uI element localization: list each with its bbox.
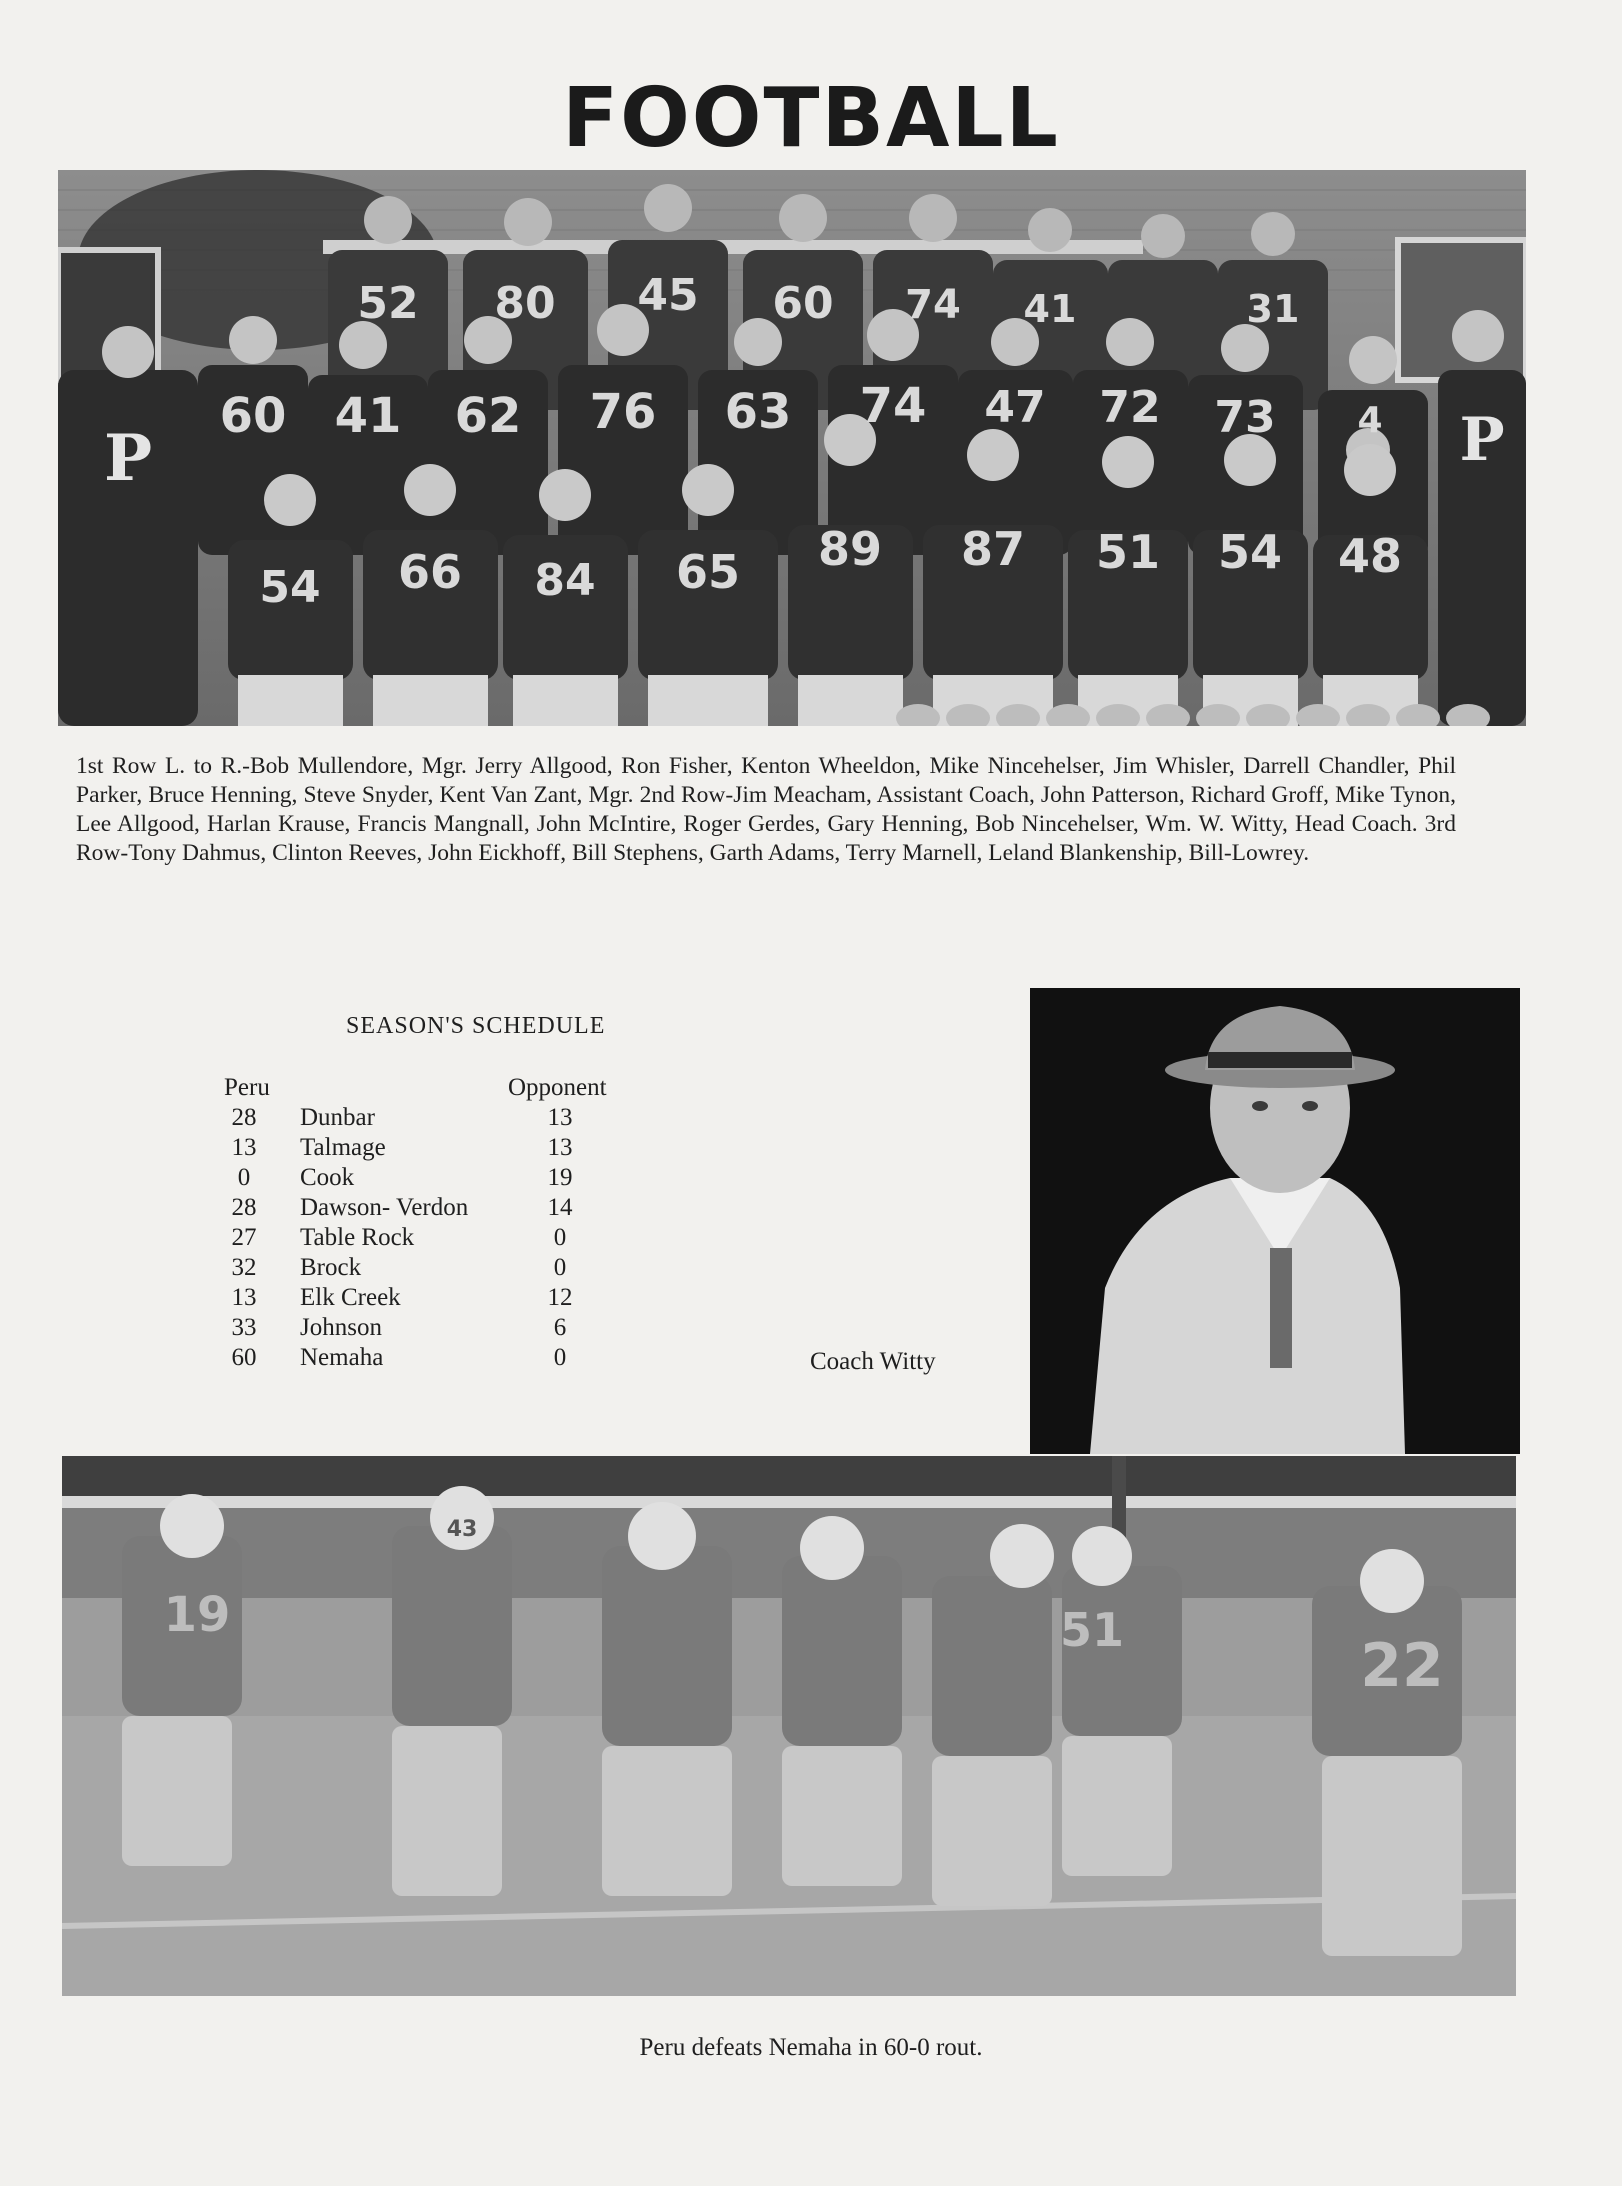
opponent-name: Johnson: [300, 1314, 382, 1341]
schedule-row: [0, 1164, 700, 1194]
team-photo-illustration: [58, 170, 1526, 726]
jersey-number: 60: [772, 278, 834, 329]
coach-photo: [1030, 988, 1520, 1454]
opponent-score: 14: [547, 1194, 573, 1221]
game-photo-illustration: [62, 1456, 1516, 1996]
coach-photo-illustration: [1030, 988, 1520, 1454]
opponent-score: 13: [547, 1134, 573, 1161]
jersey-number: 48: [1337, 529, 1403, 583]
schedule-row: [0, 1194, 700, 1224]
schedule-row: [0, 1134, 700, 1164]
opponent-score: 6: [553, 1314, 567, 1341]
jersey-number: 73: [1214, 392, 1276, 443]
jersey-number: 60: [219, 388, 287, 444]
jersey-number: 43: [446, 1517, 478, 1542]
jersey-number: 4: [1357, 400, 1383, 441]
sweater-letter: P: [103, 421, 153, 496]
opponent-name: Dawson- Verdon: [300, 1194, 469, 1221]
jersey-number: 47: [984, 382, 1046, 433]
opponent-score: 0: [553, 1224, 567, 1251]
schedule-row: [0, 1104, 700, 1134]
jersey-number: 52: [357, 278, 419, 329]
jersey-number: 72: [1099, 382, 1161, 433]
opponent-score: 19: [547, 1164, 573, 1191]
jersey-number: 63: [724, 384, 792, 440]
schedule-col-opponent: Opponent: [508, 1074, 607, 1101]
team-photo: [58, 170, 1526, 726]
roster-caption: 1st Row L. to R.-Bob Mullendore, Mgr. Jerry Allgood, Ron Fisher, Kenton Wheeldon, Mike Nincehelser, Jim Whisler, Darrell Chandler, Phil Parker, Bruce Henning, Steve Snyder, Kent Van Zant, Mgr. 2nd Row-Jim Meacham, Assistant Coach, John Patterson, Richard Groff, Mike Tynon, Lee Allgood, Harlan Krause, Francis Mangnall, John McIntire, Roger Gerdes, Gary Henning, Bob Nincehelser, Wm. W. Witty, Head Coach. 3rd Row-Tony Dahmus, Clinton Reeves, John Eickhoff, Bill Stephens, Garth Adams, Terry Marnell, Leland Blankenship, Bill-Lowrey.: [76, 753, 1456, 866]
schedule-row: [0, 1344, 700, 1374]
jersey-number: 80: [494, 278, 556, 329]
schedule-row: [0, 1284, 700, 1314]
opponent-name: Table Rock: [300, 1224, 415, 1251]
game-photo-caption: Peru defeats Nemaha in 60-0 rout.: [639, 2034, 983, 2061]
schedule-col-peru: Peru: [224, 1074, 270, 1101]
schedule-row: [0, 1224, 700, 1254]
jersey-number: 41: [334, 388, 402, 444]
jersey-number: 41: [1023, 287, 1077, 331]
opponent-name: Dunbar: [300, 1104, 375, 1131]
schedule-title: SEASON'S SCHEDULE: [346, 1013, 606, 1039]
peru-score: 28: [231, 1104, 257, 1131]
opponent-name: Nemaha: [300, 1344, 384, 1371]
jersey-number: 74: [859, 378, 927, 434]
peru-score: 60: [231, 1344, 257, 1371]
game-action-photo: [62, 1456, 1516, 1996]
jersey-number: 54: [1217, 525, 1283, 579]
coach-caption: Coach Witty: [810, 1348, 936, 1375]
jersey-number: 89: [817, 522, 883, 576]
peru-score: 13: [231, 1134, 257, 1161]
jersey-number: 66: [397, 545, 463, 599]
opponent-score: 12: [547, 1284, 573, 1311]
peru-score: 27: [231, 1224, 257, 1251]
jersey-number: 62: [454, 388, 522, 444]
jersey-number: 84: [534, 555, 596, 606]
opponent-score: 0: [553, 1254, 567, 1281]
jersey-number: 51: [1095, 525, 1161, 579]
opponent-name: Brock: [300, 1254, 362, 1281]
jersey-number: 65: [675, 545, 741, 599]
opponent-name: Elk Creek: [300, 1284, 401, 1311]
jersey-number: 19: [163, 1587, 231, 1643]
jersey-number: 76: [589, 384, 657, 440]
jersey-number: 31: [1246, 287, 1300, 331]
opponent-score: 13: [547, 1104, 573, 1131]
sweater-letter: P: [1459, 405, 1505, 475]
jersey-number: 22: [1360, 1631, 1444, 1701]
jersey-number: 51: [1059, 1603, 1125, 1657]
schedule-row: [0, 1314, 700, 1344]
peru-score: 33: [231, 1314, 257, 1341]
page-title: FOOTBALL: [562, 71, 1060, 166]
jersey-number: 54: [259, 562, 321, 613]
opponent-score: 0: [553, 1344, 567, 1371]
peru-score: 0: [237, 1164, 251, 1191]
opponent-name: Cook: [300, 1164, 355, 1191]
peru-score: 32: [231, 1254, 257, 1281]
schedule-row: [0, 1254, 700, 1284]
jersey-number: 74: [905, 282, 961, 328]
peru-score: 28: [231, 1194, 257, 1221]
peru-score: 13: [231, 1284, 257, 1311]
jersey-number: 87: [960, 522, 1026, 576]
opponent-name: Talmage: [300, 1134, 386, 1161]
jersey-number: 45: [637, 270, 699, 321]
